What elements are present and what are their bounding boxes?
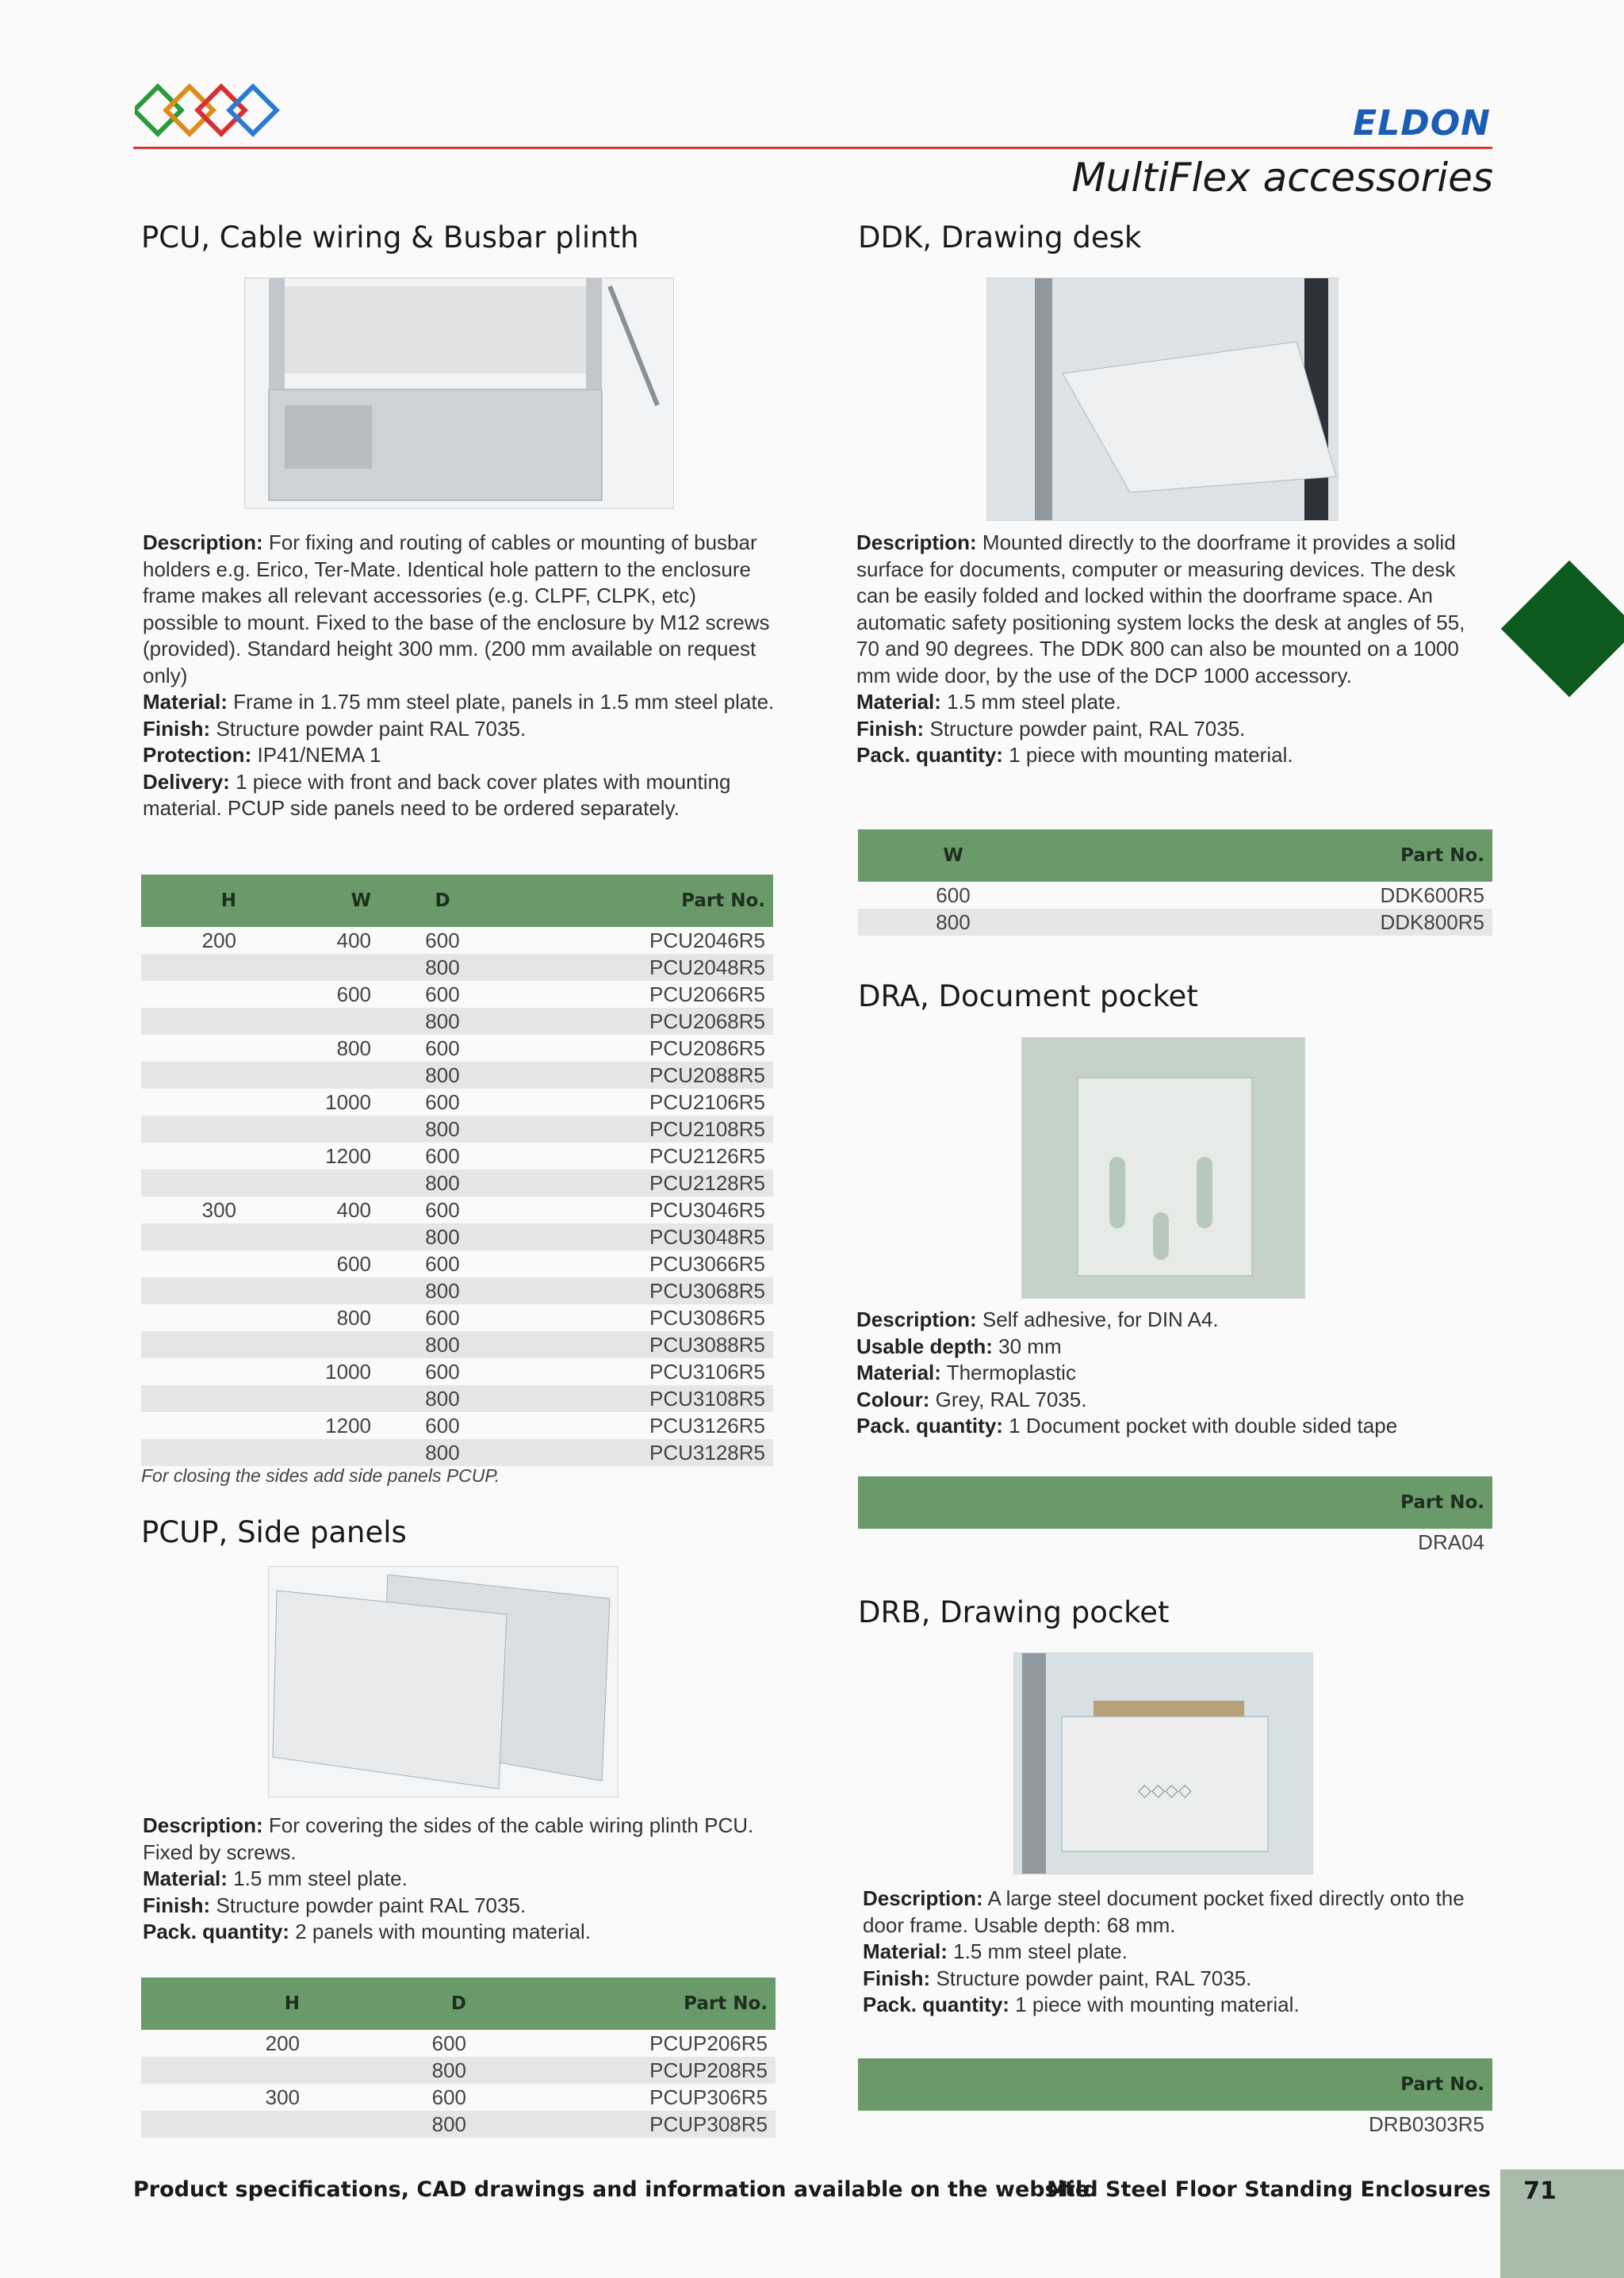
table-cell: 1000 <box>325 1359 371 1384</box>
table-cell: PCU3128R5 <box>506 1439 773 1466</box>
drb-title: DRB, Drawing pocket <box>858 1595 1170 1629</box>
table-cell: PCU3048R5 <box>506 1223 773 1250</box>
table-cell <box>141 981 244 1008</box>
table-cell: 800 <box>379 1116 506 1143</box>
table-cell <box>244 1331 379 1358</box>
ddk-header-part: Part No. <box>1048 829 1492 882</box>
table-cell: 800 <box>379 1008 506 1035</box>
drb-photo <box>1013 1652 1313 1874</box>
table-cell <box>244 954 379 981</box>
table-cell: PCU2128R5 <box>506 1170 773 1196</box>
drb-table <box>858 2058 1492 2138</box>
table-cell <box>244 1385 379 1412</box>
table-row <box>141 1035 773 1062</box>
dra-title: DRA, Document pocket <box>858 979 1198 1013</box>
table-cell: 800 <box>379 1331 506 1358</box>
table-cell: PCU2046R5 <box>649 928 765 952</box>
drb-part: DRB0303R5 <box>1369 2111 1484 2136</box>
table-cell <box>141 1116 244 1143</box>
pcu-header-d: D <box>379 875 506 927</box>
page-number: 71 <box>1523 2177 1557 2205</box>
dra-header-part: Part No. <box>858 1476 1492 1529</box>
page-title: MultiFlex accessories <box>1071 155 1493 201</box>
table-cell: PCUP208R5 <box>474 2057 776 2084</box>
table-cell <box>141 1304 244 1331</box>
footer-website-note: Product specifications, CAD drawings and information available on the website. <box>133 2177 1098 2202</box>
footer-category: Mild Steel Floor Standing Enclosures <box>1046 2177 1491 2202</box>
brand-logo: ELDON <box>1353 103 1491 144</box>
table-cell <box>244 1277 379 1304</box>
table-cell: 800 <box>379 1223 506 1250</box>
table-cell <box>141 1035 244 1062</box>
pcup-header-part: Part No. <box>474 1977 776 2030</box>
dra-part: DRA04 <box>1418 1530 1484 1554</box>
table-row <box>141 1116 773 1143</box>
table-cell: 600 <box>425 1359 460 1384</box>
table-cell: PCU3086R5 <box>649 1305 765 1330</box>
table-cell: PCU2106R5 <box>649 1089 765 1114</box>
table-cell <box>141 1170 244 1196</box>
company-logo <box>135 83 293 139</box>
table-cell: PCU2066R5 <box>649 982 765 1006</box>
table-row <box>858 882 1492 909</box>
table-cell: 800 <box>336 1305 371 1330</box>
table-cell: PCU2108R5 <box>506 1116 773 1143</box>
table-row <box>141 1223 773 1250</box>
pcu-note: For closing the sides add side panels PCUP. <box>141 1465 500 1486</box>
drb-header-part: Part No. <box>858 2058 1492 2111</box>
table-cell <box>141 2111 308 2138</box>
ddk-table <box>858 829 1492 936</box>
table-row <box>141 1089 773 1116</box>
pcu-table <box>141 875 773 1466</box>
table-row <box>141 981 773 1008</box>
table-cell: 600 <box>431 2031 466 2055</box>
section-tab-diamond <box>1501 561 1624 698</box>
table-cell: PCUP206R5 <box>649 2031 768 2055</box>
pcu-header-part: Part No. <box>506 875 773 927</box>
table-cell <box>141 1439 244 1466</box>
table-cell: 600 <box>425 1197 460 1222</box>
table-cell: PCU3088R5 <box>506 1331 773 1358</box>
table-cell: 800 <box>379 1062 506 1089</box>
table-cell: PCU3106R5 <box>649 1359 765 1384</box>
table-cell: 800 <box>336 1036 371 1060</box>
dra-table <box>858 1476 1492 1556</box>
table-cell: PCU2048R5 <box>506 954 773 981</box>
table-cell: PCU2086R5 <box>649 1036 765 1060</box>
table-cell <box>141 1331 244 1358</box>
table-cell: 1000 <box>325 1089 371 1114</box>
table-cell: 300 <box>265 2085 300 2109</box>
svg-text:◇◇◇◇: ◇◇◇◇ <box>1138 1781 1192 1801</box>
table-cell: PCU3126R5 <box>649 1413 765 1438</box>
table-cell: 200 <box>201 928 236 952</box>
table-row <box>141 1062 773 1089</box>
table-cell <box>141 1250 244 1277</box>
table-cell <box>244 1008 379 1035</box>
table-cell: 300 <box>201 1197 236 1222</box>
table-cell: 1200 <box>325 1143 371 1168</box>
pcup-table <box>141 1977 776 2138</box>
pcup-header-d: D <box>308 1977 474 2030</box>
table-cell <box>141 1358 244 1385</box>
table-cell: 800 <box>379 1385 506 1412</box>
pcup-table-body <box>141 2030 776 2138</box>
ddk-description: Description: Mounted directly to the doorframe it provides a solid surface for documents, computer or measuring devices. The desk can be easily folded and locked within the doorframe space. An automatic safety positioning system locks the desk at angles of 55, 70 and 90 degrees. The DDK 800 can also be mounted on a 1000 mm wide door, by the use of the DCP 1000 accessory. Material: 1.5 mm steel plate. Finish: Structure powder paint, RAL 7035. Pack. quantity: 1 piece with mounting material. <box>856 530 1465 767</box>
table-cell <box>141 954 244 981</box>
table-cell: 600 <box>336 982 371 1006</box>
table-row <box>141 2084 776 2111</box>
table-row <box>141 927 773 954</box>
pcup-photo <box>268 1566 619 1798</box>
pcu-description: Description: For fixing and routing of cables or mounting of busbar holders e.g. Erico, Ter-Mate. Identical hole pattern to the enclosure frame makes all relevant accessories (e.g. CLPF, CLPK, etc) possible to mount. Fixed to the base of the enclosure by M12 screws (provided). Standard height 300 mm. (200 mm available on request only) Material: Frame in 1.75 mm steel plate, panels in 1.5 mm steel plate. Finish: Structure powder paint RAL 7035. Protection: IP41/NEMA 1 Delivery: 1 piece with front and back cover plates with mounting material. PCUP side panels need to be ordered separately. <box>143 530 775 820</box>
table-cell <box>244 1170 379 1196</box>
table-cell <box>141 1062 244 1089</box>
table-row <box>141 1385 773 1412</box>
table-cell <box>141 1412 244 1439</box>
pcup-title: PCUP, Side panels <box>141 1515 407 1549</box>
table-cell: 600 <box>425 1251 460 1276</box>
table-cell: PCUP308R5 <box>474 2111 776 2138</box>
table-row <box>141 2057 776 2084</box>
dra-photo <box>1021 1037 1305 1299</box>
table-cell: PCU3068R5 <box>506 1277 773 1304</box>
table-cell <box>244 1223 379 1250</box>
table-cell: 600 <box>425 1143 460 1168</box>
pcu-header-w: W <box>244 875 379 927</box>
table-cell <box>244 1116 379 1143</box>
table-cell: 1200 <box>325 1413 371 1438</box>
ddk-table-body <box>858 882 1492 936</box>
table-cell: 600 <box>425 928 460 952</box>
table-row <box>141 1196 773 1223</box>
table-cell <box>141 1089 244 1116</box>
table-cell <box>141 1223 244 1250</box>
table-cell: 600 <box>936 882 971 907</box>
table-cell: 600 <box>425 1305 460 1330</box>
table-cell: PCU2088R5 <box>506 1062 773 1089</box>
table-cell: 600 <box>425 1413 460 1438</box>
table-row <box>141 2030 776 2057</box>
table-cell: PCU2126R5 <box>649 1143 765 1168</box>
table-row <box>141 1304 773 1331</box>
table-row <box>141 1170 773 1196</box>
pcu-table-body <box>141 927 773 1466</box>
table-cell: DDK600R5 <box>1380 882 1484 907</box>
table-cell: 600 <box>425 982 460 1006</box>
table-row <box>141 1358 773 1385</box>
table-row <box>141 1250 773 1277</box>
table-cell <box>141 2057 308 2084</box>
pcup-header-h: H <box>141 1977 308 2030</box>
table-cell: 400 <box>336 928 371 952</box>
pcu-header-h: H <box>141 875 244 927</box>
table-cell <box>141 1277 244 1304</box>
dra-description: Description: Self adhesive, for DIN A4. Usable depth: 30 mm Material: Thermoplastic Colour: Grey, RAL 7035. Pack. quantity: 1 Document pocket with double sided tape <box>856 1307 1398 1438</box>
table-cell: 600 <box>425 1089 460 1114</box>
pcu-title: PCU, Cable wiring & Busbar plinth <box>141 220 639 255</box>
table-cell: 800 <box>379 1439 506 1466</box>
drb-description: Description: A large steel document pocket fixed directly onto the door frame. Usable depth: 68 mm. Material: 1.5 mm steel plate. Finish: Structure powder paint, RAL 7035. Pack. quantity: 1 piece with mounting material. <box>863 1886 1465 2016</box>
table-cell: DDK800R5 <box>1048 909 1492 936</box>
table-row <box>141 1331 773 1358</box>
table-cell: 600 <box>425 1036 460 1060</box>
table-cell: PCU3046R5 <box>649 1197 765 1222</box>
table-cell <box>141 1385 244 1412</box>
table-cell: 800 <box>379 1277 506 1304</box>
table-cell: 800 <box>858 909 1048 936</box>
table-cell <box>141 1008 244 1035</box>
table-cell: PCU3108R5 <box>506 1385 773 1412</box>
table-cell: PCUP306R5 <box>649 2085 768 2109</box>
table-row <box>141 954 773 981</box>
ddk-photo <box>986 278 1339 521</box>
ddk-header-w: W <box>858 829 1048 882</box>
table-row <box>141 1008 773 1035</box>
table-row <box>141 1143 773 1170</box>
table-cell: 200 <box>265 2031 300 2055</box>
ddk-title: DDK, Drawing desk <box>858 220 1142 255</box>
table-row <box>141 2111 776 2138</box>
table-cell <box>244 1439 379 1466</box>
table-cell: 600 <box>431 2085 466 2109</box>
table-cell: 800 <box>308 2111 474 2138</box>
header-divider <box>133 147 1492 149</box>
table-row <box>858 909 1492 936</box>
table-cell: PCU2068R5 <box>506 1008 773 1035</box>
table-row <box>141 1277 773 1304</box>
pcu-photo <box>244 278 674 509</box>
pcup-description: Description: For covering the sides of the cable wiring plinth PCU. Fixed by screws. Material: 1.5 mm steel plate. Finish: Structure powder paint RAL 7035. Pack. quantity: 2 panels with mounting material. <box>143 1813 754 1943</box>
table-cell: 800 <box>379 954 506 981</box>
table-cell: 400 <box>336 1197 371 1222</box>
table-row <box>141 1439 773 1466</box>
table-cell: PCU3066R5 <box>649 1251 765 1276</box>
table-cell: 800 <box>308 2057 474 2084</box>
table-cell: 600 <box>336 1251 371 1276</box>
table-row <box>141 1412 773 1439</box>
table-cell <box>141 1143 244 1170</box>
table-cell <box>244 1062 379 1089</box>
table-cell: 800 <box>379 1170 506 1196</box>
